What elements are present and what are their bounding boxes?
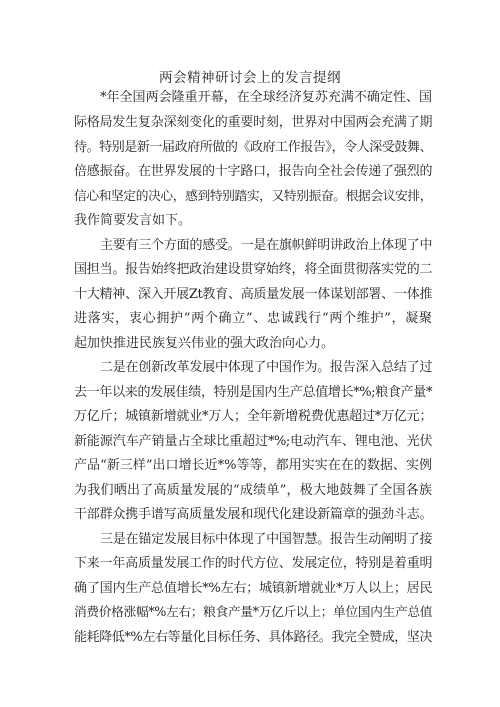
paragraph-line: 待。特别是新一届政府所做的《政府工作报告》，令人深受鼓舞、 bbox=[74, 140, 432, 155]
paragraph-line: 国担当。报告始终把政治建设贯穿始终，将全面贯彻落实党的二 bbox=[74, 262, 432, 277]
paragraph-line: 产品“新三样”出口增长近*%等等，都用实实在在的数据、实例 bbox=[74, 458, 432, 473]
paragraph-line: 干部群众携手谱写高质量发展和现代化建设新篇章的强劲斗志。 bbox=[74, 507, 432, 522]
paragraph-line: 主要有三个方面的感受。一是在旗帜鲜明讲政治上体现了中 bbox=[100, 238, 432, 253]
paragraph-line: 二是在创新改革发展中体现了中国作为。报告深入总结了过 bbox=[100, 360, 432, 375]
paragraph-line: 消费价格涨幅*%左右；粮食产量*万亿斤以上；单位国内生产总值 bbox=[74, 605, 432, 620]
paragraph-line: 能耗降低*%左右等量化目标任务、具体路径。我完全赞成，坚决 bbox=[74, 630, 432, 645]
paragraph-line: 信心和坚定的决心，感到特别踏实，又特别振奋。根据会议安排， bbox=[74, 189, 432, 204]
paragraph-line: 起加快推进民族复兴伟业的强大政治向心力。 bbox=[74, 336, 335, 351]
paragraph-line: 为我们晒出了高质量发展的“成绩单”，极大地鼓舞了全国各族 bbox=[74, 483, 432, 498]
paragraph-line: 三是在锚定发展目标中体现了中国智慧。报告生动阐明了接 bbox=[100, 532, 432, 547]
paragraph-line: 倍感振奋。在世界发展的十字路口，报告向全社会传递了强烈的 bbox=[74, 164, 432, 179]
paragraph-line: 我作简要发言如下。 bbox=[74, 213, 192, 228]
paragraph-line: 进落实，衷心拥护“两个确立”、忠诚践行“两个维护”，凝聚 bbox=[74, 311, 432, 326]
document-title: 两会精神研讨会上的发言提纲 bbox=[159, 70, 341, 86]
paragraph-line: 十大精神、深入开展Zt教育、高质量发展一体谋划部署、一体推 bbox=[74, 287, 432, 302]
paragraph-line: 万亿斤；城镇新增就业*万人；全年新增税费优惠超过*万亿元； bbox=[74, 409, 432, 424]
paragraph-line: 去一年以来的发展佳绩，特别是国内生产总值增长*%;粮食产量* bbox=[74, 385, 432, 400]
paragraph-line: 新能源汽车产销量占全球比重超过*%;电动汽车、锂电池、光伏 bbox=[74, 434, 432, 449]
paragraph-line: *年全国两会隆重开幕，在全球经济复苏充满不确定性、国 bbox=[100, 90, 432, 105]
paragraph-line: 确了国内生产总值增长*%左右；城镇新增就业*万人以上；居民 bbox=[74, 581, 432, 596]
paragraph-line: 际格局发生复杂深刻变化的重要时刻，世界对中国两会充满了期 bbox=[74, 115, 432, 130]
paragraph-line: 下来一年高质量发展工作的时代方位、发展定位，特别是着重明 bbox=[74, 556, 432, 571]
